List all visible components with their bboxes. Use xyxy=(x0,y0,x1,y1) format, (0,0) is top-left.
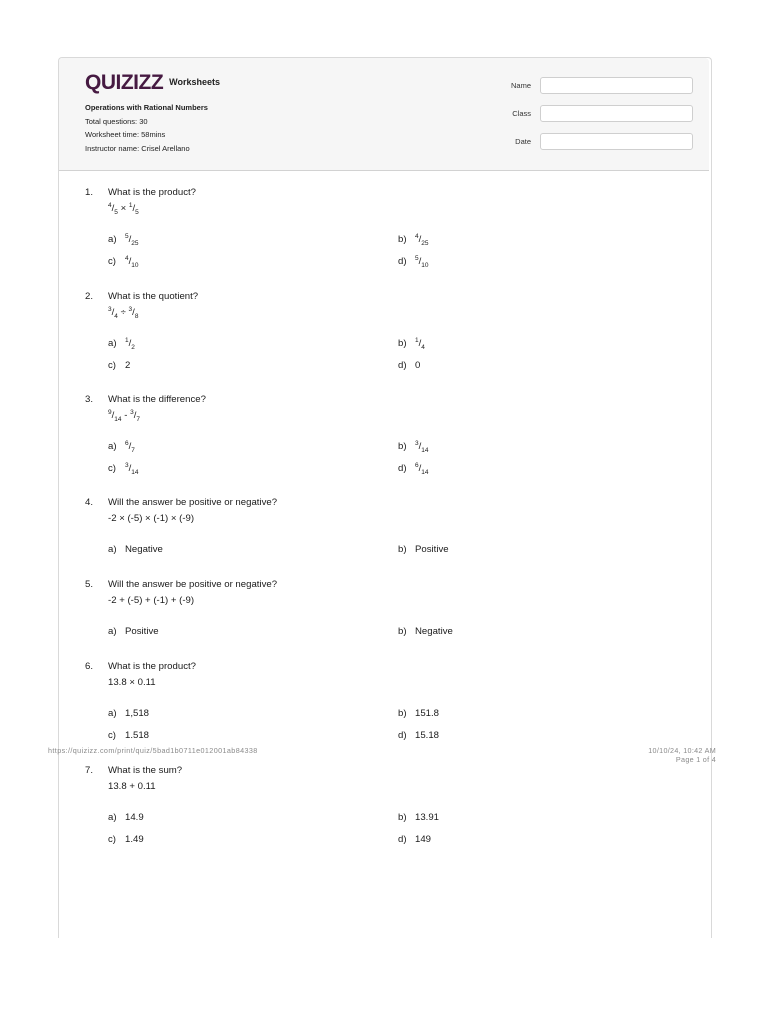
option-value xyxy=(125,360,130,371)
option-text: Negative xyxy=(125,544,163,555)
question-text: Will the answer be positive or negative? xyxy=(108,579,278,590)
option-numerator: 5 xyxy=(415,254,419,262)
expression-fraction-slash: / xyxy=(133,410,137,421)
option-text: Positive xyxy=(125,626,159,637)
option-numerator: 3 xyxy=(415,439,419,447)
expression-fraction-slash: / xyxy=(132,203,136,214)
option-denominator: 14 xyxy=(421,446,429,454)
answer-option-b xyxy=(398,544,449,555)
answer-option-b xyxy=(398,234,429,245)
option-value xyxy=(415,834,431,845)
option-text: 13.91 xyxy=(415,812,440,823)
date-field[interactable] xyxy=(540,133,693,150)
option-text: 14.9 xyxy=(125,812,144,823)
option-letter: c) xyxy=(108,834,116,845)
expression-text: -2 + (-5) + (-1) + (-9) xyxy=(108,595,195,606)
option-letter: c) xyxy=(108,360,116,371)
option-value xyxy=(415,544,449,555)
option-numerator: 6 xyxy=(125,439,129,447)
answer-option-d xyxy=(398,834,431,845)
question-text: Will the answer be positive or negative? xyxy=(108,497,278,508)
option-value xyxy=(125,441,135,452)
option-value xyxy=(415,441,429,452)
answer-option-d xyxy=(398,730,439,741)
option-value xyxy=(125,626,159,637)
expression-denominator: 5 xyxy=(114,208,118,216)
expression-text: ÷ xyxy=(117,307,129,318)
answer-option-c xyxy=(108,463,139,474)
expression-text: - xyxy=(121,410,131,421)
option-denominator: 14 xyxy=(421,468,429,476)
worksheet-header xyxy=(59,58,709,171)
date-label: Date xyxy=(515,137,531,146)
option-value xyxy=(125,234,139,245)
option-value xyxy=(125,256,139,267)
expression-fraction-slash: / xyxy=(132,307,135,318)
option-text: 1.49 xyxy=(125,834,144,845)
option-value xyxy=(415,338,425,349)
option-text: 1,518 xyxy=(125,708,150,719)
answer-option-d xyxy=(398,463,429,474)
option-numerator: 3 xyxy=(125,461,129,469)
option-letter: d) xyxy=(398,360,407,371)
option-value xyxy=(415,812,439,823)
option-text: 15.18 xyxy=(415,730,440,741)
expression-numerator: 9 xyxy=(108,408,112,416)
question-number: 7. xyxy=(85,765,94,776)
option-fraction-slash: / xyxy=(128,338,132,349)
expression-text: 13.8 × 0.11 xyxy=(108,677,156,688)
option-value xyxy=(125,812,144,823)
option-numerator: 1 xyxy=(415,336,419,344)
option-text: 149 xyxy=(415,834,432,845)
class-field[interactable] xyxy=(540,105,693,122)
option-fraction-slash: / xyxy=(418,234,422,245)
option-denominator: 14 xyxy=(131,468,139,476)
option-text: Negative xyxy=(415,626,453,637)
answer-option-b xyxy=(398,626,453,637)
option-denominator: 10 xyxy=(421,261,429,269)
quizizz-logo xyxy=(85,71,220,95)
option-fraction-slash: / xyxy=(128,463,132,474)
option-value xyxy=(125,544,163,555)
expression-denominator: 8 xyxy=(134,312,139,320)
question-text: What is the quotient? xyxy=(108,291,199,302)
option-value xyxy=(415,708,439,719)
name-field[interactable] xyxy=(540,77,693,94)
print-url: https://quizizz.com/print/quiz/5bad1b0711e012001ab84338 xyxy=(48,746,258,755)
option-text: 1.518 xyxy=(125,730,150,741)
option-value xyxy=(125,730,149,741)
option-letter: b) xyxy=(398,626,407,637)
expression-numerator: 4 xyxy=(108,201,112,209)
question-text: What is the product? xyxy=(108,661,196,672)
option-value xyxy=(415,256,429,267)
answer-option-c xyxy=(108,834,144,845)
option-letter: b) xyxy=(398,812,407,823)
answer-option-a xyxy=(108,812,144,823)
option-denominator: 2 xyxy=(131,343,135,351)
option-denominator: 10 xyxy=(131,261,139,269)
option-value xyxy=(125,708,149,719)
option-value xyxy=(415,234,429,245)
option-numerator: 4 xyxy=(125,254,129,262)
option-value xyxy=(415,730,439,741)
name-label: Name xyxy=(510,81,531,90)
print-datetime: 10/10/24, 10:42 AM xyxy=(648,746,716,755)
worksheet-meta xyxy=(85,101,208,155)
answer-option-a xyxy=(108,338,135,349)
answer-option-a xyxy=(108,441,135,452)
option-numerator: 1 xyxy=(125,336,129,344)
print-info xyxy=(648,746,716,764)
option-letter: d) xyxy=(398,463,407,474)
question-expression xyxy=(108,410,140,421)
worksheet-time: Worksheet time: 58mins xyxy=(85,130,166,139)
question-number: 6. xyxy=(85,661,94,672)
option-text: 0 xyxy=(415,360,421,371)
answer-option-c xyxy=(108,730,149,741)
question-expression xyxy=(108,781,156,792)
option-fraction-slash: / xyxy=(418,338,422,349)
option-fraction-slash: / xyxy=(128,256,132,267)
page-number: Page 1 of 4 xyxy=(675,755,716,764)
expression-denominator: 5 xyxy=(135,208,139,216)
option-letter: a) xyxy=(108,708,117,719)
answer-option-a xyxy=(108,234,139,245)
expression-numerator: 3 xyxy=(128,305,133,313)
expression-denominator: 14 xyxy=(114,415,122,423)
question-number: 2. xyxy=(85,291,94,302)
answer-option-d xyxy=(398,360,420,371)
option-letter: c) xyxy=(108,256,116,267)
option-fraction-slash: / xyxy=(418,256,422,267)
option-fraction-slash: / xyxy=(418,463,422,474)
option-letter: b) xyxy=(398,544,407,555)
expression-numerator: 3 xyxy=(108,305,112,313)
option-text: 151.8 xyxy=(415,708,440,719)
option-letter: b) xyxy=(398,234,407,245)
name-field-row xyxy=(499,77,693,94)
option-denominator: 7 xyxy=(131,446,135,454)
expression-denominator: 4 xyxy=(114,312,118,320)
answer-option-c xyxy=(108,360,130,371)
question-text: What is the difference? xyxy=(108,394,206,405)
option-fraction-slash: / xyxy=(128,441,132,452)
brand-name: QUIZIZZ xyxy=(85,71,164,94)
expression-numerator: 3 xyxy=(130,408,134,416)
expression-fraction-slash: / xyxy=(111,203,115,214)
expression-numerator: 1 xyxy=(128,201,133,209)
option-numerator: 4 xyxy=(415,232,419,240)
expression-text: × xyxy=(117,203,129,214)
option-denominator: 25 xyxy=(421,239,429,247)
question-expression xyxy=(108,307,138,318)
question-number: 5. xyxy=(85,579,94,590)
option-fraction-slash: / xyxy=(128,234,132,245)
instructor-name: Instructor name: Crisel Arellano xyxy=(85,143,190,153)
option-letter: b) xyxy=(398,338,407,349)
answer-option-b xyxy=(398,812,439,823)
answer-option-b xyxy=(398,441,429,452)
option-value xyxy=(415,626,453,637)
answer-option-a xyxy=(108,626,159,637)
answer-option-a xyxy=(108,544,163,555)
option-letter: b) xyxy=(398,441,407,452)
question-expression xyxy=(108,513,194,524)
answer-option-b xyxy=(398,338,425,349)
option-letter: a) xyxy=(108,626,117,637)
option-value xyxy=(415,463,429,474)
option-letter: a) xyxy=(108,441,117,452)
question-expression xyxy=(108,203,139,214)
question-number: 1. xyxy=(85,187,94,198)
option-numerator: 5 xyxy=(125,232,129,240)
option-fraction-slash: / xyxy=(418,441,422,452)
option-value xyxy=(125,463,139,474)
option-letter: a) xyxy=(108,338,117,349)
date-field-row xyxy=(499,133,693,150)
question-expression xyxy=(108,595,194,606)
option-value xyxy=(415,360,420,371)
answer-option-b xyxy=(398,708,439,719)
class-label: Class xyxy=(512,109,531,118)
answer-option-c xyxy=(108,256,139,267)
expression-denominator: 7 xyxy=(136,415,140,423)
answer-option-d xyxy=(398,256,429,267)
option-letter: a) xyxy=(108,812,117,823)
option-numerator: 6 xyxy=(415,461,419,469)
option-denominator: 25 xyxy=(131,239,139,247)
question-text: What is the product? xyxy=(108,187,196,198)
expression-text: 13.8 + 0.11 xyxy=(108,781,156,792)
option-text: 2 xyxy=(125,360,131,371)
brand-suffix: Worksheets xyxy=(169,77,221,87)
question-text: What is the sum? xyxy=(108,765,183,776)
option-denominator: 4 xyxy=(421,343,425,351)
question-number: 3. xyxy=(85,394,94,405)
option-letter: d) xyxy=(398,730,407,741)
expression-text: -2 × (-5) × (-1) × (-9) xyxy=(108,513,195,524)
option-letter: b) xyxy=(398,708,407,719)
total-questions: Total questions: 30 xyxy=(85,116,148,126)
option-text: Positive xyxy=(415,544,449,555)
question-expression xyxy=(108,677,156,688)
option-letter: c) xyxy=(108,730,116,741)
option-letter: a) xyxy=(108,544,117,555)
option-letter: d) xyxy=(398,834,407,845)
option-value xyxy=(125,338,135,349)
option-value xyxy=(125,834,144,845)
expression-fraction-slash: / xyxy=(111,410,115,421)
question-number: 4. xyxy=(85,497,94,508)
option-letter: d) xyxy=(398,256,407,267)
option-letter: c) xyxy=(108,463,116,474)
worksheet-title: Operations with Rational Numbers xyxy=(85,103,208,112)
class-field-row xyxy=(499,105,693,122)
expression-fraction-slash: / xyxy=(111,307,115,318)
answer-option-a xyxy=(108,708,149,719)
option-letter: a) xyxy=(108,234,117,245)
